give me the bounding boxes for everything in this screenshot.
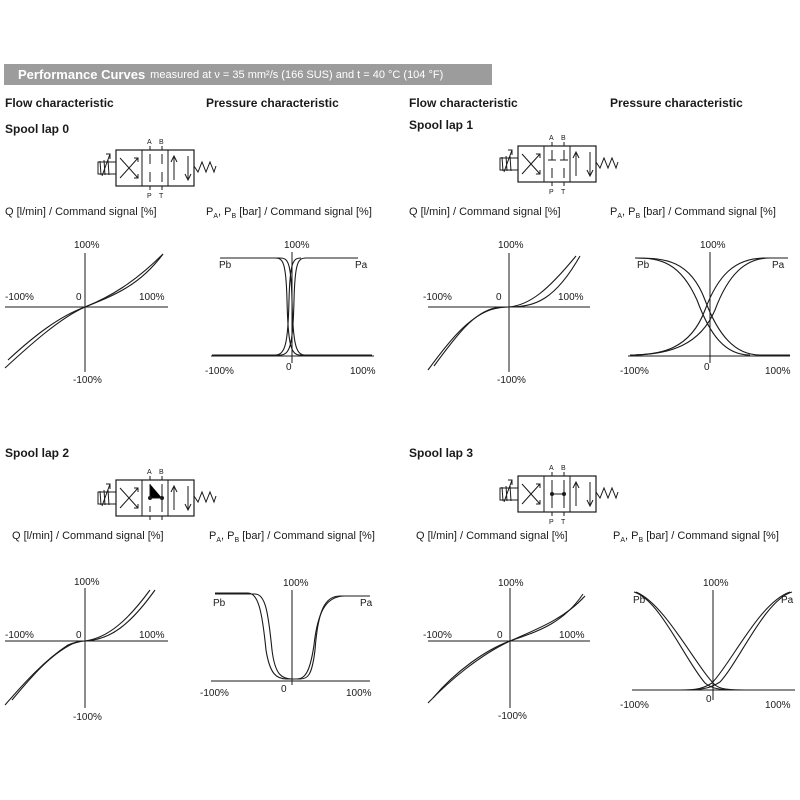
svg-text:0: 0: [497, 630, 503, 641]
pressure-axis-title-1: $P_A$, $P_B$ [bar] / Command signal [%]: [610, 206, 776, 221]
svg-text:Pb: Pb: [213, 598, 226, 609]
flow-chart-3: [423, 578, 590, 722]
svg-text:-100%: -100%: [200, 688, 229, 699]
svg-text:-100%: -100%: [5, 292, 34, 303]
svg-text:100%: 100%: [700, 240, 726, 251]
pressure-header-1: Pressure characteristic: [206, 96, 339, 110]
svg-text:-100%: -100%: [498, 711, 527, 722]
flow-chart-1: [423, 240, 590, 386]
svg-text:Pa: Pa: [781, 595, 794, 606]
svg-text:100%: 100%: [74, 577, 100, 588]
svg-text:0: 0: [76, 630, 82, 641]
svg-text:-100%: -100%: [205, 366, 234, 377]
flow3-curve-down: [433, 594, 583, 698]
pressure-axis-title-2: $P_A$, $P_B$ [bar] / Command signal [%]: [209, 530, 375, 545]
svg-text:B: B: [561, 465, 566, 472]
svg-text:-100%: -100%: [620, 700, 649, 711]
svg-text:P: P: [549, 189, 554, 196]
pressure-header-2: Pressure characteristic: [610, 96, 743, 110]
flow2-curve-up: [5, 590, 155, 705]
pressure1-pa-curve: [630, 258, 788, 355]
pressure-chart-0: [205, 240, 376, 377]
svg-text:Pa: Pa: [360, 598, 373, 609]
spool-label-1: Spool lap 1: [409, 118, 474, 132]
flow-axis-title-3: Q [l/min] / Command signal [%]: [416, 530, 568, 542]
flow1-curve-down: [434, 256, 576, 366]
svg-text:Pa: Pa: [355, 260, 368, 271]
svg-text:100%: 100%: [703, 578, 729, 589]
pressure1-pb-curve-b: [635, 258, 750, 355]
pressure3-pa-curve-b: [640, 592, 790, 690]
svg-text:T: T: [561, 519, 566, 526]
svg-text:Pb: Pb: [633, 595, 646, 606]
pressure-axis-title-3: $P_A$, $P_B$ [bar] / Command signal [%]: [613, 530, 779, 545]
svg-text:-100%: -100%: [73, 712, 102, 723]
svg-text:Pb: Pb: [219, 260, 232, 271]
svg-text:T: T: [159, 193, 164, 200]
svg-text:-100%: -100%: [73, 375, 102, 386]
valve-symbol-0: [98, 139, 216, 200]
svg-text:100%: 100%: [559, 630, 585, 641]
svg-text:100%: 100%: [74, 240, 100, 251]
valve-symbol-2: [98, 469, 216, 520]
svg-text:100%: 100%: [284, 240, 310, 251]
svg-text:100%: 100%: [765, 366, 791, 377]
svg-text:0: 0: [76, 292, 82, 303]
flow-axis-title-0: Q [l/min] / Command signal [%]: [5, 206, 157, 218]
svg-text:100%: 100%: [498, 240, 524, 251]
banner-subtitle: measured at ν = 35 mm²/s (166 SUS) and t = 40 °C (104 °F): [150, 68, 444, 81]
svg-text:Pa: Pa: [772, 260, 785, 271]
svg-text:0: 0: [704, 362, 710, 373]
svg-text:P: P: [549, 519, 554, 526]
flow-chart-2: [5, 577, 168, 723]
svg-text:0: 0: [281, 684, 287, 695]
valve-symbol-1: [500, 135, 618, 196]
svg-text:100%: 100%: [350, 366, 376, 377]
flow-header-2: Flow characteristic: [409, 96, 518, 110]
svg-text:100%: 100%: [283, 578, 309, 589]
flow-chart-0: [5, 240, 168, 386]
spool-label-2: Spool lap 2: [5, 446, 70, 460]
flow-header-1: Flow characteristic: [5, 96, 114, 110]
svg-text:0: 0: [286, 362, 292, 373]
svg-text:0: 0: [496, 292, 502, 303]
svg-text:B: B: [561, 135, 566, 142]
svg-text:B: B: [159, 469, 164, 476]
svg-text:-100%: -100%: [423, 292, 452, 303]
svg-text:100%: 100%: [498, 578, 524, 589]
svg-text:B: B: [159, 139, 164, 146]
svg-text:Pb: Pb: [637, 260, 650, 271]
svg-text:-100%: -100%: [497, 375, 526, 386]
spool-label-0: Spool lap 0: [5, 122, 70, 136]
pressure-chart-3: [620, 578, 795, 711]
svg-text:A: A: [549, 135, 554, 142]
svg-text:T: T: [561, 189, 566, 196]
svg-text:P: P: [147, 193, 152, 200]
svg-text:A: A: [147, 469, 152, 476]
flow0-curve-up: [5, 254, 163, 368]
pressure3-pb-curve: [634, 592, 795, 690]
pressure-chart-2: [200, 578, 373, 699]
svg-text:100%: 100%: [558, 292, 584, 303]
svg-text:A: A: [147, 139, 152, 146]
flow3-curve-up: [428, 596, 585, 703]
pressure1-pb-curve: [635, 258, 790, 355]
pressure-axis-title-0: $P_A$, $P_B$ [bar] / Command signal [%]: [206, 206, 372, 221]
svg-text:0: 0: [706, 694, 712, 705]
flow-axis-title-1: Q [l/min] / Command signal [%]: [409, 206, 561, 218]
svg-text:100%: 100%: [346, 688, 372, 699]
flow-axis-title-2: Q [l/min] / Command signal [%]: [12, 530, 164, 542]
valve-symbol-3: [500, 465, 618, 526]
banner-title: Performance Curves: [18, 67, 146, 82]
spool-label-3: Spool lap 3: [409, 446, 474, 460]
svg-text:-100%: -100%: [5, 630, 34, 641]
pressure-chart-1: [620, 240, 791, 377]
svg-text:A: A: [549, 465, 554, 472]
pressure3-pb-curve-b: [636, 592, 745, 690]
svg-text:100%: 100%: [139, 292, 165, 303]
svg-text:100%: 100%: [765, 700, 791, 711]
svg-text:-100%: -100%: [423, 630, 452, 641]
svg-text:100%: 100%: [139, 630, 165, 641]
flow2-curve-down: [12, 590, 150, 700]
flow1-curve-up: [428, 256, 580, 370]
svg-text:-100%: -100%: [620, 366, 649, 377]
